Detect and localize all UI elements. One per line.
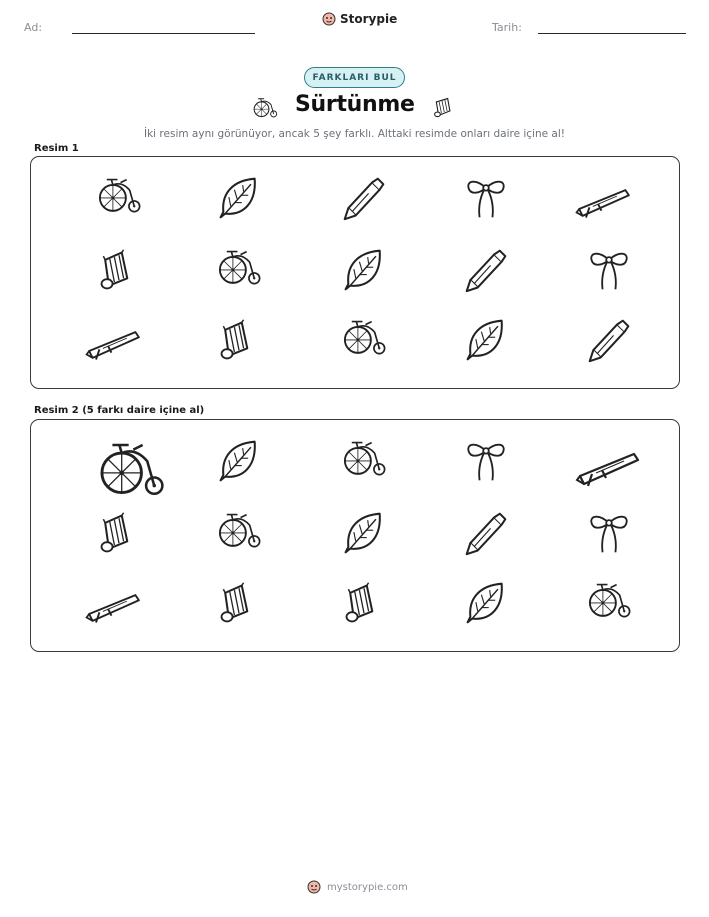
wood-icon (430, 94, 454, 124)
picture-1-stick-icon (574, 185, 634, 221)
picture-2-bicycle-icon[interactable] (96, 438, 166, 496)
picture-1-bicycle-icon (341, 317, 387, 355)
picture-1-wood-icon (216, 317, 253, 363)
picture-1-pencil-icon (463, 247, 509, 293)
picture-1-pencil-icon (341, 175, 387, 221)
footer-site: mystorypie.com (327, 881, 408, 893)
storypie-logo-icon (307, 880, 321, 894)
date-line[interactable] (538, 33, 686, 34)
picture-2-bicycle-icon[interactable] (586, 580, 632, 618)
picture-1-bow-icon (463, 175, 509, 221)
picture-1-wood-icon (96, 247, 133, 293)
picture-1-leaf-icon (463, 317, 509, 363)
instructions-text: İki resim aynı görünüyor, ancak 5 şey farklı. Alttaki resimde onları daire içine al! (144, 128, 565, 140)
picture-2-leaf-icon[interactable] (341, 510, 387, 556)
picture-1-bow-icon (586, 247, 632, 293)
picture-1-label: Resim 1 (34, 143, 79, 154)
picture-1-leaf-icon (341, 247, 387, 293)
picture-1-leaf-icon (216, 175, 262, 221)
bicycle-icon (252, 94, 278, 124)
picture-2-stick-icon[interactable] (574, 448, 644, 490)
brand-logo (322, 12, 397, 26)
picture-1-panel (30, 156, 680, 389)
page-title: Sürtünme (295, 92, 415, 117)
picture-2-label: Resim 2 (5 farkı daire içine al) (34, 405, 205, 416)
picture-1-bicycle-icon (96, 175, 142, 213)
picture-2-bicycle-icon[interactable] (341, 438, 387, 476)
picture-2-wood-icon[interactable] (341, 580, 378, 626)
footer (307, 880, 408, 894)
picture-2-pencil-icon[interactable] (463, 510, 509, 556)
picture-2-bicycle-icon[interactable] (216, 510, 262, 548)
date-label: Tarih: (492, 21, 522, 34)
picture-2-panel[interactable] (30, 419, 680, 652)
picture-2-wood-icon[interactable] (216, 580, 253, 626)
picture-2-wood-icon[interactable] (96, 510, 133, 556)
picture-2-leaf-icon[interactable] (216, 438, 262, 484)
picture-2-stick-icon[interactable] (84, 590, 144, 626)
picture-1-bicycle-icon (216, 247, 262, 285)
storypie-logo-icon (322, 12, 336, 26)
name-label: Ad: (24, 21, 43, 34)
picture-2-bow-icon[interactable] (463, 438, 509, 484)
picture-2-bow-icon[interactable] (586, 510, 632, 556)
brand-name: Storypie (340, 12, 398, 26)
picture-1-pencil-icon (586, 317, 632, 363)
picture-1-stick-icon (84, 327, 144, 363)
worksheet-tag: FARKLARI BUL (304, 67, 405, 88)
picture-2-leaf-icon[interactable] (463, 580, 509, 626)
name-line[interactable] (72, 33, 255, 34)
